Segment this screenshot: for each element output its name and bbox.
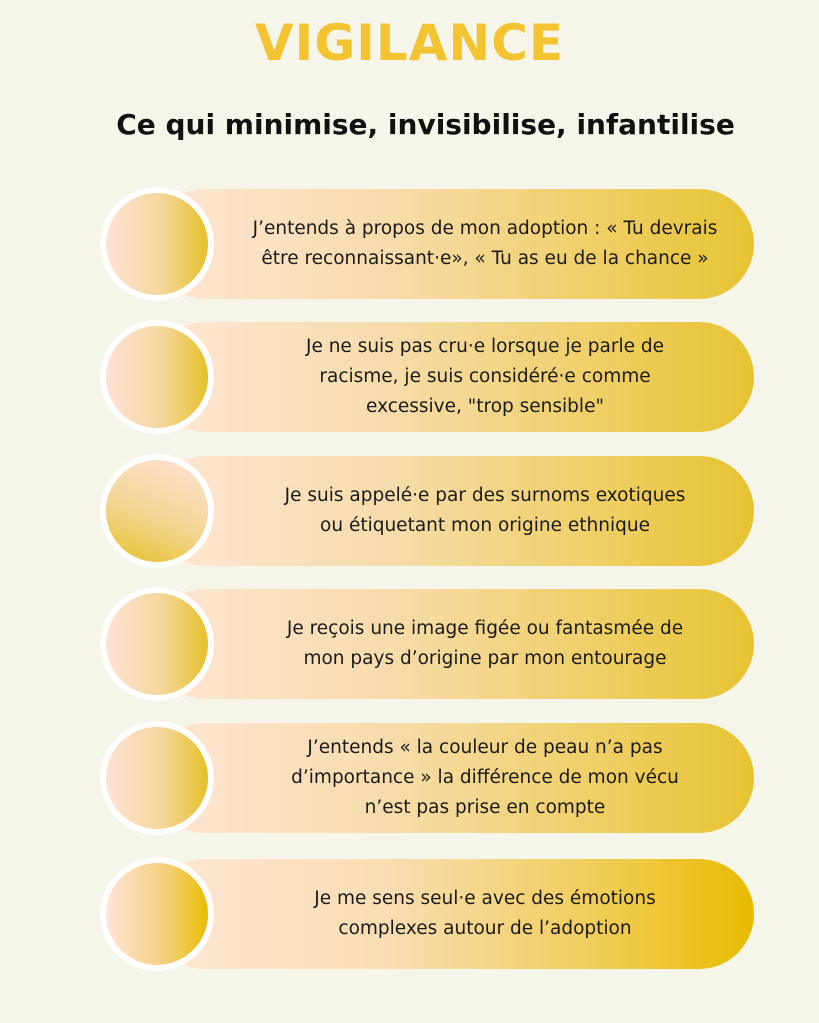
statement-item: [100, 857, 755, 971]
statement-circle: [100, 454, 214, 568]
page-title: VIGILANCE: [254, 14, 565, 72]
statement-circle: [100, 721, 214, 835]
statement-text: Je ne suis pas cru·e lorsque je parle de racisme, je suis considéré·e comme excessive, "trop sensible": [305, 336, 665, 417]
statement-item: [100, 587, 755, 701]
statement-circle: [100, 320, 214, 434]
statement-item: [100, 187, 755, 301]
statement-item: [100, 320, 755, 434]
statement-text: J’entends à propos de mon adoption : « Tu devrais être reconnaissant·e», « Tu as eu de la chance »: [252, 218, 718, 269]
statement-circle: [100, 187, 214, 301]
statement-text: Je suis appelé·e par des surnoms exotiques ou étiquetant mon origine ethnique: [284, 485, 686, 536]
statement-item: [100, 454, 755, 568]
page-subtitle: Ce qui minimise, invisibilise, infantilise: [116, 108, 735, 141]
statement-text: Je me sens seul·e avec des émotions complexes autour de l’adoption: [314, 888, 656, 939]
statement-text: Je reçois une image figée ou fantasmée de mon pays d’origine par mon entourage: [286, 618, 684, 669]
statement-circle: [100, 587, 214, 701]
statement-text: J’entends « la couleur de peau n’a pas d’importance » la différence de mon vécu n’est pas prise en compte: [291, 737, 679, 818]
statement-circle: [100, 857, 214, 971]
statement-item: [100, 721, 755, 835]
